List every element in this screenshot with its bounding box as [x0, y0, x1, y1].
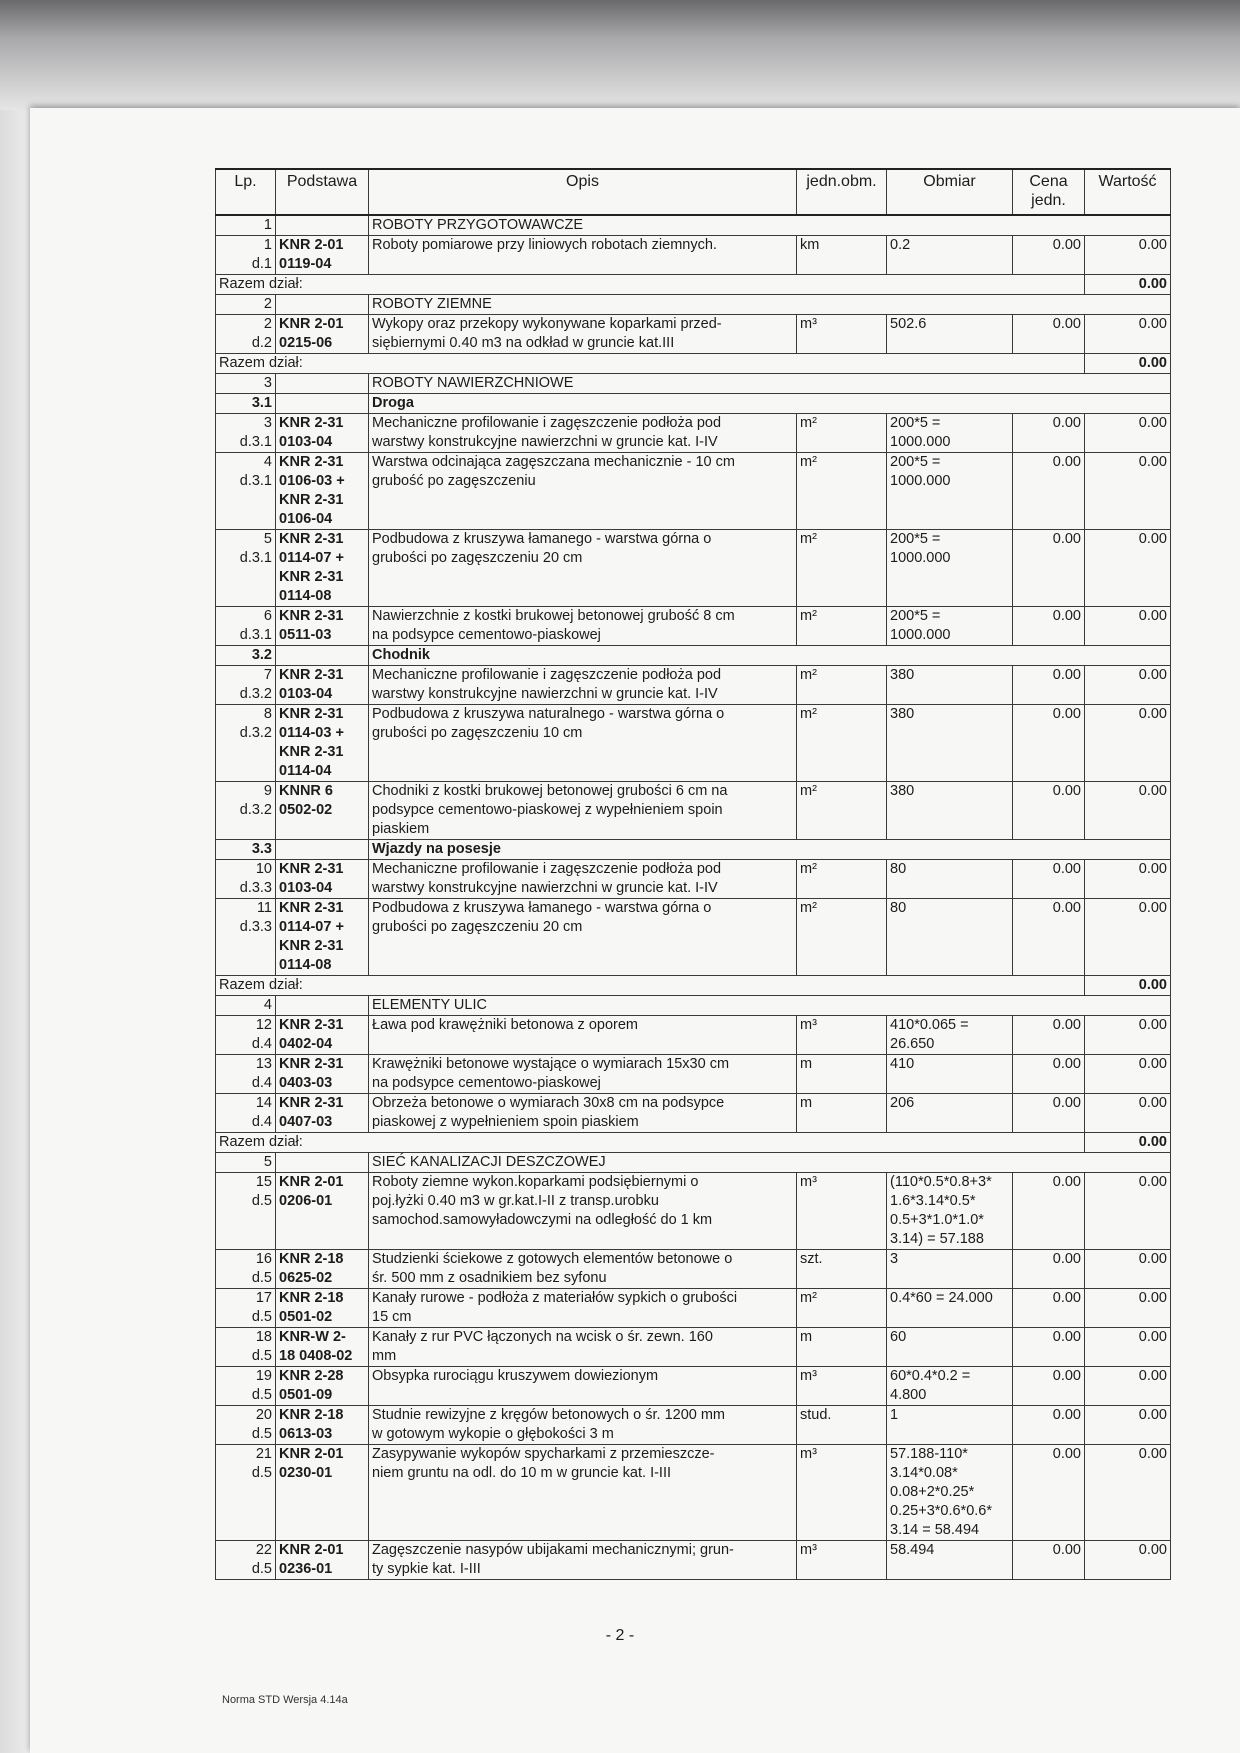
- section-total-row: [216, 1133, 1171, 1153]
- item-podstawa: KNR 2-31 0403-03: [276, 1055, 369, 1094]
- item-podstawa: KNR 2-01 0119-04: [276, 236, 369, 275]
- page-number: - 2 -: [605, 1627, 635, 1644]
- item-row: [216, 1016, 1171, 1055]
- item-wartosc: 0.00: [1085, 236, 1171, 275]
- section-total-value: 0.00: [1085, 1133, 1171, 1153]
- item-unit: m³: [797, 1173, 887, 1250]
- item-cena: 0.00: [1013, 1173, 1085, 1250]
- item-lp: 21 d.5: [216, 1445, 276, 1541]
- section-title: Wjazdy na posesje: [369, 840, 1171, 860]
- item-obmiar: 502.6: [887, 315, 1013, 354]
- item-unit: m²: [797, 860, 887, 899]
- section-title: ROBOTY NAWIERZCHNIOWE: [369, 374, 1171, 394]
- item-lp: 4 d.3.1: [216, 453, 276, 530]
- item-row: [216, 1541, 1171, 1580]
- empty-cell: [276, 394, 369, 414]
- item-cena: 0.00: [1013, 860, 1085, 899]
- table-header-row: [216, 169, 1171, 215]
- item-wartosc: 0.00: [1085, 666, 1171, 705]
- item-cena: 0.00: [1013, 1541, 1085, 1580]
- item-obmiar: 200*5 = 1000.000: [887, 607, 1013, 646]
- subsection-row: [216, 394, 1171, 414]
- item-cena: 0.00: [1013, 607, 1085, 646]
- section-title: ELEMENTY ULIC: [369, 996, 1171, 1016]
- item-cena: 0.00: [1013, 453, 1085, 530]
- item-row: [216, 1406, 1171, 1445]
- empty-cell: [276, 646, 369, 666]
- item-wartosc: 0.00: [1085, 1367, 1171, 1406]
- item-row: [216, 315, 1171, 354]
- item-obmiar: 80: [887, 899, 1013, 976]
- item-row: [216, 1094, 1171, 1133]
- item-unit: m³: [797, 1367, 887, 1406]
- item-wartosc: 0.00: [1085, 1055, 1171, 1094]
- item-obmiar: 200*5 = 1000.000: [887, 414, 1013, 453]
- item-opis: Roboty pomiarowe przy liniowych robotach ziemnych.: [369, 236, 797, 275]
- item-podstawa: KNR 2-31 0103-04: [276, 414, 369, 453]
- item-row: [216, 782, 1171, 840]
- item-podstawa: KNR 2-31 0114-07 + KNR 2-31 0114-08: [276, 530, 369, 607]
- item-podstawa: KNR 2-31 0114-03 + KNR 2-31 0114-04: [276, 705, 369, 782]
- item-lp: 11 d.3.3: [216, 899, 276, 976]
- item-obmiar: 60: [887, 1328, 1013, 1367]
- item-row: [216, 453, 1171, 530]
- item-podstawa: KNR 2-31 0511-03: [276, 607, 369, 646]
- section-row: [216, 374, 1171, 394]
- item-lp: 20 d.5: [216, 1406, 276, 1445]
- section-total-label: Razem dział:: [216, 1133, 1085, 1153]
- item-obmiar: 200*5 = 1000.000: [887, 453, 1013, 530]
- section-total-row: [216, 354, 1171, 374]
- section-total-row: [216, 275, 1171, 295]
- item-lp: 14 d.4: [216, 1094, 276, 1133]
- section-number: 1: [216, 215, 276, 236]
- item-unit: m: [797, 1055, 887, 1094]
- item-wartosc: 0.00: [1085, 315, 1171, 354]
- item-obmiar: 380: [887, 705, 1013, 782]
- header-lp: Lp.: [216, 169, 276, 215]
- item-unit: m³: [797, 1016, 887, 1055]
- item-unit: m²: [797, 899, 887, 976]
- header-cena: Cena jedn.: [1013, 169, 1085, 215]
- item-obmiar: 0.4*60 = 24.000: [887, 1289, 1013, 1328]
- item-unit: stud.: [797, 1406, 887, 1445]
- subsection-row: [216, 646, 1171, 666]
- header-obmiar: Obmiar: [887, 169, 1013, 215]
- item-opis: Nawierzchnie z kostki brukowej betonowej grubość 8 cm na podsypce cementowo-piaskowej: [369, 607, 797, 646]
- section-total-row: [216, 976, 1171, 996]
- item-podstawa: KNR 2-28 0501-09: [276, 1367, 369, 1406]
- item-lp: 12 d.4: [216, 1016, 276, 1055]
- item-lp: 15 d.5: [216, 1173, 276, 1250]
- section-row: [216, 215, 1171, 236]
- item-obmiar: (110*0.5*0.8+3* 1.6*3.14*0.5* 0.5+3*1.0*1.0* 3.14) = 57.188: [887, 1173, 1013, 1250]
- item-cena: 0.00: [1013, 1094, 1085, 1133]
- item-obmiar: 80: [887, 860, 1013, 899]
- item-obmiar: 380: [887, 666, 1013, 705]
- item-podstawa: KNR 2-31 0114-07 + KNR 2-31 0114-08: [276, 899, 369, 976]
- item-wartosc: 0.00: [1085, 705, 1171, 782]
- item-opis: Mechaniczne profilowanie i zagęszczenie podłoża pod warstwy konstrukcyjne nawierzchni w gruncie kat. I-IV: [369, 666, 797, 705]
- item-opis: Studzienki ściekowe z gotowych elementów betonowe o śr. 500 mm z osadnikiem bez syfonu: [369, 1250, 797, 1289]
- item-unit: m³: [797, 315, 887, 354]
- section-total-label: Razem dział:: [216, 976, 1085, 996]
- item-cena: 0.00: [1013, 1406, 1085, 1445]
- item-opis: Studnie rewizyjne z kręgów betonowych o śr. 1200 mm w gotowym wykopie o głębokości 3 m: [369, 1406, 797, 1445]
- item-cena: 0.00: [1013, 705, 1085, 782]
- section-number: 4: [216, 996, 276, 1016]
- item-wartosc: 0.00: [1085, 1250, 1171, 1289]
- item-lp: 1 d.1: [216, 236, 276, 275]
- item-wartosc: 0.00: [1085, 1289, 1171, 1328]
- item-row: [216, 705, 1171, 782]
- item-cena: 0.00: [1013, 315, 1085, 354]
- item-wartosc: 0.00: [1085, 1016, 1171, 1055]
- item-unit: m²: [797, 705, 887, 782]
- section-total-value: 0.00: [1085, 976, 1171, 996]
- item-lp: 6 d.3.1: [216, 607, 276, 646]
- empty-cell: [276, 215, 369, 236]
- empty-cell: [276, 996, 369, 1016]
- section-row: [216, 996, 1171, 1016]
- item-row: [216, 414, 1171, 453]
- item-unit: m: [797, 1328, 887, 1367]
- item-wartosc: 0.00: [1085, 1445, 1171, 1541]
- item-wartosc: 0.00: [1085, 899, 1171, 976]
- item-cena: 0.00: [1013, 414, 1085, 453]
- item-lp: 19 d.5: [216, 1367, 276, 1406]
- item-row: [216, 1289, 1171, 1328]
- item-obmiar: 58.494: [887, 1541, 1013, 1580]
- item-lp: 2 d.2: [216, 315, 276, 354]
- header-podstawa: Podstawa: [276, 169, 369, 215]
- empty-cell: [276, 840, 369, 860]
- item-row: [216, 1328, 1171, 1367]
- item-cena: 0.00: [1013, 530, 1085, 607]
- item-lp: 8 d.3.2: [216, 705, 276, 782]
- item-opis: Krawężniki betonowe wystające o wymiarach 15x30 cm na podsypce cementowo-piaskowej: [369, 1055, 797, 1094]
- item-opis: Chodniki z kostki brukowej betonowej grubości 6 cm na podsypce cementowo-piaskowej z wypełnieniem spoin piaskiem: [369, 782, 797, 840]
- section-title: Droga: [369, 394, 1171, 414]
- empty-cell: [276, 1153, 369, 1173]
- item-obmiar: 380: [887, 782, 1013, 840]
- item-row: [216, 860, 1171, 899]
- software-footer: Norma STD Wersja 4.14a: [222, 1694, 348, 1706]
- item-podstawa: KNR 2-01 0215-06: [276, 315, 369, 354]
- item-row: [216, 530, 1171, 607]
- empty-cell: [276, 295, 369, 315]
- item-wartosc: 0.00: [1085, 860, 1171, 899]
- item-wartosc: 0.00: [1085, 453, 1171, 530]
- item-unit: m²: [797, 1289, 887, 1328]
- item-unit: m³: [797, 1445, 887, 1541]
- item-cena: 0.00: [1013, 1055, 1085, 1094]
- section-row: [216, 1153, 1171, 1173]
- item-opis: Kanały z rur PVC łączonych na wcisk o śr. zewn. 160 mm: [369, 1328, 797, 1367]
- item-row: [216, 666, 1171, 705]
- item-cena: 0.00: [1013, 1250, 1085, 1289]
- item-row: [216, 1445, 1171, 1541]
- section-title: SIEĆ KANALIZACJI DESZCZOWEJ: [369, 1153, 1171, 1173]
- item-row: [216, 1055, 1171, 1094]
- item-row: [216, 1173, 1171, 1250]
- item-wartosc: 0.00: [1085, 607, 1171, 646]
- item-lp: 17 d.5: [216, 1289, 276, 1328]
- item-unit: m³: [797, 1541, 887, 1580]
- item-obmiar: 410*0.065 = 26.650: [887, 1016, 1013, 1055]
- item-opis: Obsypka rurociągu kruszywem dowiezionym: [369, 1367, 797, 1406]
- item-opis: Zasypywanie wykopów spycharkami z przemieszcze- niem gruntu na odl. do 10 m w gruncie kat. I-III: [369, 1445, 797, 1541]
- item-cena: 0.00: [1013, 1367, 1085, 1406]
- header-wartosc: Wartość: [1085, 169, 1171, 215]
- item-opis: Podbudowa z kruszywa naturalnego - warstwa górna o grubości po zagęszczeniu 10 cm: [369, 705, 797, 782]
- item-podstawa: KNR 2-01 0236-01: [276, 1541, 369, 1580]
- item-obmiar: 3: [887, 1250, 1013, 1289]
- item-unit: m²: [797, 607, 887, 646]
- item-lp: 16 d.5: [216, 1250, 276, 1289]
- item-unit: m: [797, 1094, 887, 1133]
- item-obmiar: 60*0.4*0.2 = 4.800: [887, 1367, 1013, 1406]
- item-unit: m²: [797, 414, 887, 453]
- table-body: [216, 215, 1171, 1580]
- item-lp: 5 d.3.1: [216, 530, 276, 607]
- item-obmiar: 410: [887, 1055, 1013, 1094]
- subsection-row: [216, 840, 1171, 860]
- paper-edge: [0, 110, 30, 1753]
- item-podstawa: KNR 2-31 0402-04: [276, 1016, 369, 1055]
- item-obmiar: 0.2: [887, 236, 1013, 275]
- item-wartosc: 0.00: [1085, 1328, 1171, 1367]
- item-opis: Podbudowa z kruszywa łamanego - warstwa górna o grubości po zagęszczeniu 20 cm: [369, 530, 797, 607]
- section-title: ROBOTY ZIEMNE: [369, 295, 1171, 315]
- item-wartosc: 0.00: [1085, 1173, 1171, 1250]
- item-podstawa: KNR 2-31 0407-03: [276, 1094, 369, 1133]
- scanner-background: [0, 0, 1240, 110]
- item-podstawa: KNR 2-18 0613-03: [276, 1406, 369, 1445]
- section-row: [216, 295, 1171, 315]
- item-cena: 0.00: [1013, 1289, 1085, 1328]
- item-row: [216, 607, 1171, 646]
- item-obmiar: 206: [887, 1094, 1013, 1133]
- item-cena: 0.00: [1013, 1016, 1085, 1055]
- empty-cell: [276, 374, 369, 394]
- item-wartosc: 0.00: [1085, 782, 1171, 840]
- item-row: [216, 1250, 1171, 1289]
- item-opis: Zagęszczenie nasypów ubijakami mechanicznymi; grun- ty sypkie kat. I-III: [369, 1541, 797, 1580]
- item-opis: Roboty ziemne wykon.koparkami podsiębiernymi o poj.łyżki 0.40 m3 w gr.kat.I-II z transp.urobku samochod.samowyładowczymi na odległość do 1 km: [369, 1173, 797, 1250]
- item-unit: km: [797, 236, 887, 275]
- item-opis: Obrzeża betonowe o wymiarach 30x8 cm na podsypce piaskowej z wypełnieniem spoin piaskiem: [369, 1094, 797, 1133]
- item-opis: Mechaniczne profilowanie i zagęszczenie podłoża pod warstwy konstrukcyjne nawierzchni w gruncie kat. I-IV: [369, 414, 797, 453]
- section-total-label: Razem dział:: [216, 275, 1085, 295]
- item-obmiar: 200*5 = 1000.000: [887, 530, 1013, 607]
- item-opis: Kanały rurowe - podłoża z materiałów sypkich o grubości 15 cm: [369, 1289, 797, 1328]
- item-wartosc: 0.00: [1085, 530, 1171, 607]
- section-number: 3.1: [216, 394, 276, 414]
- header-opis: Opis: [369, 169, 797, 215]
- item-podstawa: KNR 2-18 0625-02: [276, 1250, 369, 1289]
- section-total-value: 0.00: [1085, 275, 1171, 295]
- item-opis: Warstwa odcinająca zagęszczana mechanicznie - 10 cm grubość po zagęszczeniu: [369, 453, 797, 530]
- item-wartosc: 0.00: [1085, 1541, 1171, 1580]
- item-unit: m²: [797, 453, 887, 530]
- item-row: [216, 1367, 1171, 1406]
- item-unit: m²: [797, 666, 887, 705]
- section-number: 5: [216, 1153, 276, 1173]
- section-title: Chodnik: [369, 646, 1171, 666]
- item-obmiar: 1: [887, 1406, 1013, 1445]
- section-title: ROBOTY PRZYGOTOWAWCZE: [369, 215, 1171, 236]
- section-number: 3.3: [216, 840, 276, 860]
- item-row: [216, 236, 1171, 275]
- item-cena: 0.00: [1013, 236, 1085, 275]
- cost-estimate-table: [215, 168, 1171, 1580]
- item-lp: 3 d.3.1: [216, 414, 276, 453]
- item-lp: 13 d.4: [216, 1055, 276, 1094]
- item-opis: Podbudowa z kruszywa łamanego - warstwa górna o grubości po zagęszczeniu 20 cm: [369, 899, 797, 976]
- item-lp: 10 d.3.3: [216, 860, 276, 899]
- item-cena: 0.00: [1013, 899, 1085, 976]
- item-unit: szt.: [797, 1250, 887, 1289]
- item-lp: 18 d.5: [216, 1328, 276, 1367]
- item-wartosc: 0.00: [1085, 414, 1171, 453]
- item-lp: 7 d.3.2: [216, 666, 276, 705]
- item-cena: 0.00: [1013, 1445, 1085, 1541]
- item-podstawa: KNR 2-31 0103-04: [276, 666, 369, 705]
- item-lp: 22 d.5: [216, 1541, 276, 1580]
- item-opis: Wykopy oraz przekopy wykonywane koparkami przed- siębiernymi 0.40 m3 na odkład w gruncie kat.III: [369, 315, 797, 354]
- item-cena: 0.00: [1013, 1328, 1085, 1367]
- section-number: 3: [216, 374, 276, 394]
- item-podstawa: KNR 2-31 0106-03 + KNR 2-31 0106-04: [276, 453, 369, 530]
- item-podstawa: KNR-W 2- 18 0408-02: [276, 1328, 369, 1367]
- item-wartosc: 0.00: [1085, 1094, 1171, 1133]
- item-obmiar: 57.188-110* 3.14*0.08* 0.08+2*0.25* 0.25+3*0.6*0.6* 3.14 = 58.494: [887, 1445, 1013, 1541]
- item-unit: m²: [797, 782, 887, 840]
- item-opis: Mechaniczne profilowanie i zagęszczenie podłoża pod warstwy konstrukcyjne nawierzchni w gruncie kat. I-IV: [369, 860, 797, 899]
- item-wartosc: 0.00: [1085, 1406, 1171, 1445]
- header-jedn-obm: jedn.obm.: [797, 169, 887, 215]
- item-lp: 9 d.3.2: [216, 782, 276, 840]
- item-cena: 0.00: [1013, 782, 1085, 840]
- section-number: 2: [216, 295, 276, 315]
- item-podstawa: KNR 2-01 0230-01: [276, 1445, 369, 1541]
- item-row: [216, 899, 1171, 976]
- item-unit: m²: [797, 530, 887, 607]
- item-opis: Ława pod krawężniki betonowa z oporem: [369, 1016, 797, 1055]
- item-podstawa: KNR 2-01 0206-01: [276, 1173, 369, 1250]
- section-total-label: Razem dział:: [216, 354, 1085, 374]
- item-podstawa: KNNR 6 0502-02: [276, 782, 369, 840]
- item-cena: 0.00: [1013, 666, 1085, 705]
- item-podstawa: KNR 2-31 0103-04: [276, 860, 369, 899]
- item-podstawa: KNR 2-18 0501-02: [276, 1289, 369, 1328]
- section-total-value: 0.00: [1085, 354, 1171, 374]
- section-number: 3.2: [216, 646, 276, 666]
